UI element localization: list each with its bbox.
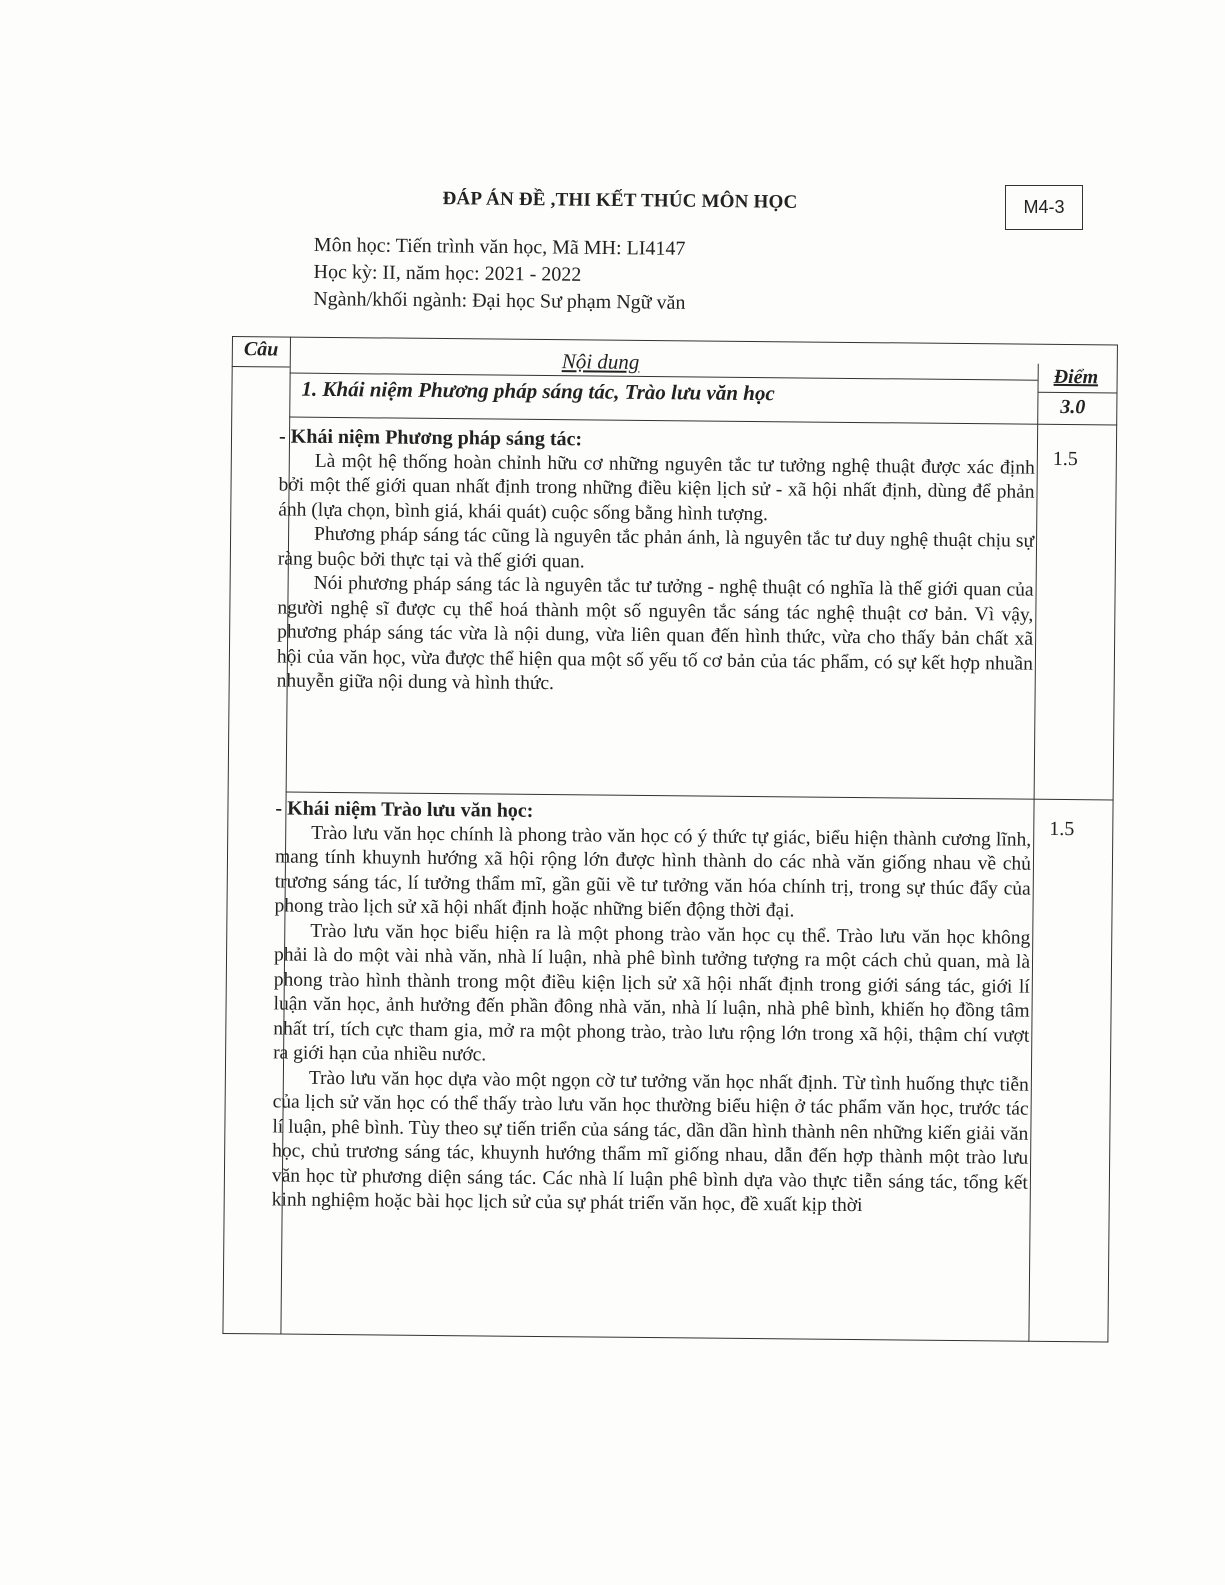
part1-paragraph-2: Phương pháp sáng tác cũng là nguyên tắc phản ánh, là nguyên tắc tư duy nghệ thuật chịu sự ràng buộc bởi thực tại và thế giới quan. — [277, 523, 1035, 572]
table-border — [232, 336, 233, 366]
section-score: 3.0 — [1060, 395, 1086, 419]
header-cau: Câu — [243, 338, 279, 361]
semester-line: Học kỳ: II, năm học: 2021 - 2022 — [313, 260, 582, 286]
part1-paragraph-3: Nói phương pháp sáng tác là nguyên tắc tư tưởng - nghệ thuật có nghĩa là thế giới quan của người nghệ sĩ được cụ thể hoá thành một số nguyên tắc sáng tác nghệ thuật cơ bản. Vì vậy, phương pháp sáng tác vừa là nội dung, vừa liên quan đến hình thức, vừa cho thấy bản chất xã hội của văn học, vừa được thể hiện qua một số yếu tố cơ bản của tác phẩm, có sự kết hợp nhuần nhuyễn giữa nội dung và hình thức. — [276, 572, 1034, 695]
table-border — [1037, 392, 1117, 394]
header-noi-dung: Nội dung — [561, 349, 640, 374]
table-border — [289, 417, 1117, 426]
answer-table — [222, 336, 1118, 1342]
part2-score: 1.5 — [1049, 817, 1075, 841]
part2-paragraph-3: Trào lưu văn học dựa vào một ngọn cờ tư tưởng văn học nhất định. Từ tình huống thực tiễn của lịch sử văn học có thể thấy trào lưu văn học thường biểu hiện ở tác phẩm văn học, trước tác lí luận, phê bình. Tùy theo sự tiến triển của sáng tác, dần dần hình thành nên những kiến giải văn học, chủ trương sáng tác, khuynh hướng thẩm mĩ giống nhau, dẫn đến hợp thành một trào lưu văn học từ phương diện sáng tác. Các nhà lí luận phê bình dựa vào thực tiễn sáng tác, tổng kết kinh nghiệm hoặc bài học lịch sử của sự phát triển văn học, đề xuất kịp thời — [271, 1067, 1029, 1217]
subject-line: Môn học: Tiến trình văn học, Mã MH: LI4147 — [313, 233, 686, 260]
part1-heading: - Khái niệm Phương pháp sáng tác: — [278, 425, 583, 451]
document-title: ĐÁP ÁN ĐỀ ,THI KẾT THÚC MÔN HỌC — [442, 188, 798, 213]
part1-score: 1.5 — [1052, 447, 1078, 471]
table-border — [232, 336, 1118, 346]
major-line: Ngành/khối ngành: Đại học Sư phạm Ngữ văn — [313, 287, 686, 314]
part2-heading: - Khái niệm Trào lưu văn học: — [275, 797, 534, 822]
part2-paragraph-1: Trào lưu văn học chính là phong trào văn học có ý thức tự giác, biểu hiện thành cương lĩnh, mang tính khuynh hướng xã hội rộng lớn được hình thành do các nhà văn giống nhau về chủ trương sáng tác, lí tưởng thẩm mĩ, gần gũi về tư tưởng văn hóa chính trị, trong sự thúc đẩy của phong trào lịch sử xã hội nhất định hoặc những biến động thời đại. — [274, 822, 1032, 922]
exam-meta — [313, 232, 754, 318]
part1-content — [277, 424, 1036, 701]
table-border — [222, 366, 232, 1334]
table-border — [1107, 344, 1118, 1342]
table-border — [222, 1333, 1108, 1343]
part1-paragraph-1: Là một hệ thống hoàn chỉnh hữu cơ những nguyên tắc tư tưởng nghệ thuật được xác định bởi một thế giới quan nhất định trong những điều kiện lịch sử - xã hội nhất định, dùng để phản ánh (lựa chọn, bình giá, khái quát) cuộc sống bằng hình tượng. — [278, 450, 1035, 525]
exam-code-box: M4-3 — [1005, 185, 1083, 230]
part2-paragraph-2: Trào lưu văn học biểu hiện ra là một phong trào văn học cụ thể. Trào lưu văn học không phải là do một vài nhà văn, nhà lí luận, nhà phê bình tưởng tượng ra một cách chủ quan, mà là phong trào hình thành trong một điều kiện lịch sử xã hội nhất định trong giới sáng tác, giới lí luận văn học, ảnh hưởng đến phần đông nhà văn, nhà lí luận, nhà phê bình, khiến họ đồng tâm nhất trí, tích cực tham gia, mở ra một phong trào, trào lưu rộng lớn trong xã hội, thậm chí vượt ra giới hạn của nhiều nước. — [273, 920, 1031, 1066]
part2-content — [272, 796, 1032, 1220]
table-border — [232, 366, 290, 368]
section-title: 1. Khái niệm Phương pháp sáng tác, Trào lưu văn học — [301, 376, 775, 406]
header-diem: Điểm — [1053, 365, 1099, 389]
